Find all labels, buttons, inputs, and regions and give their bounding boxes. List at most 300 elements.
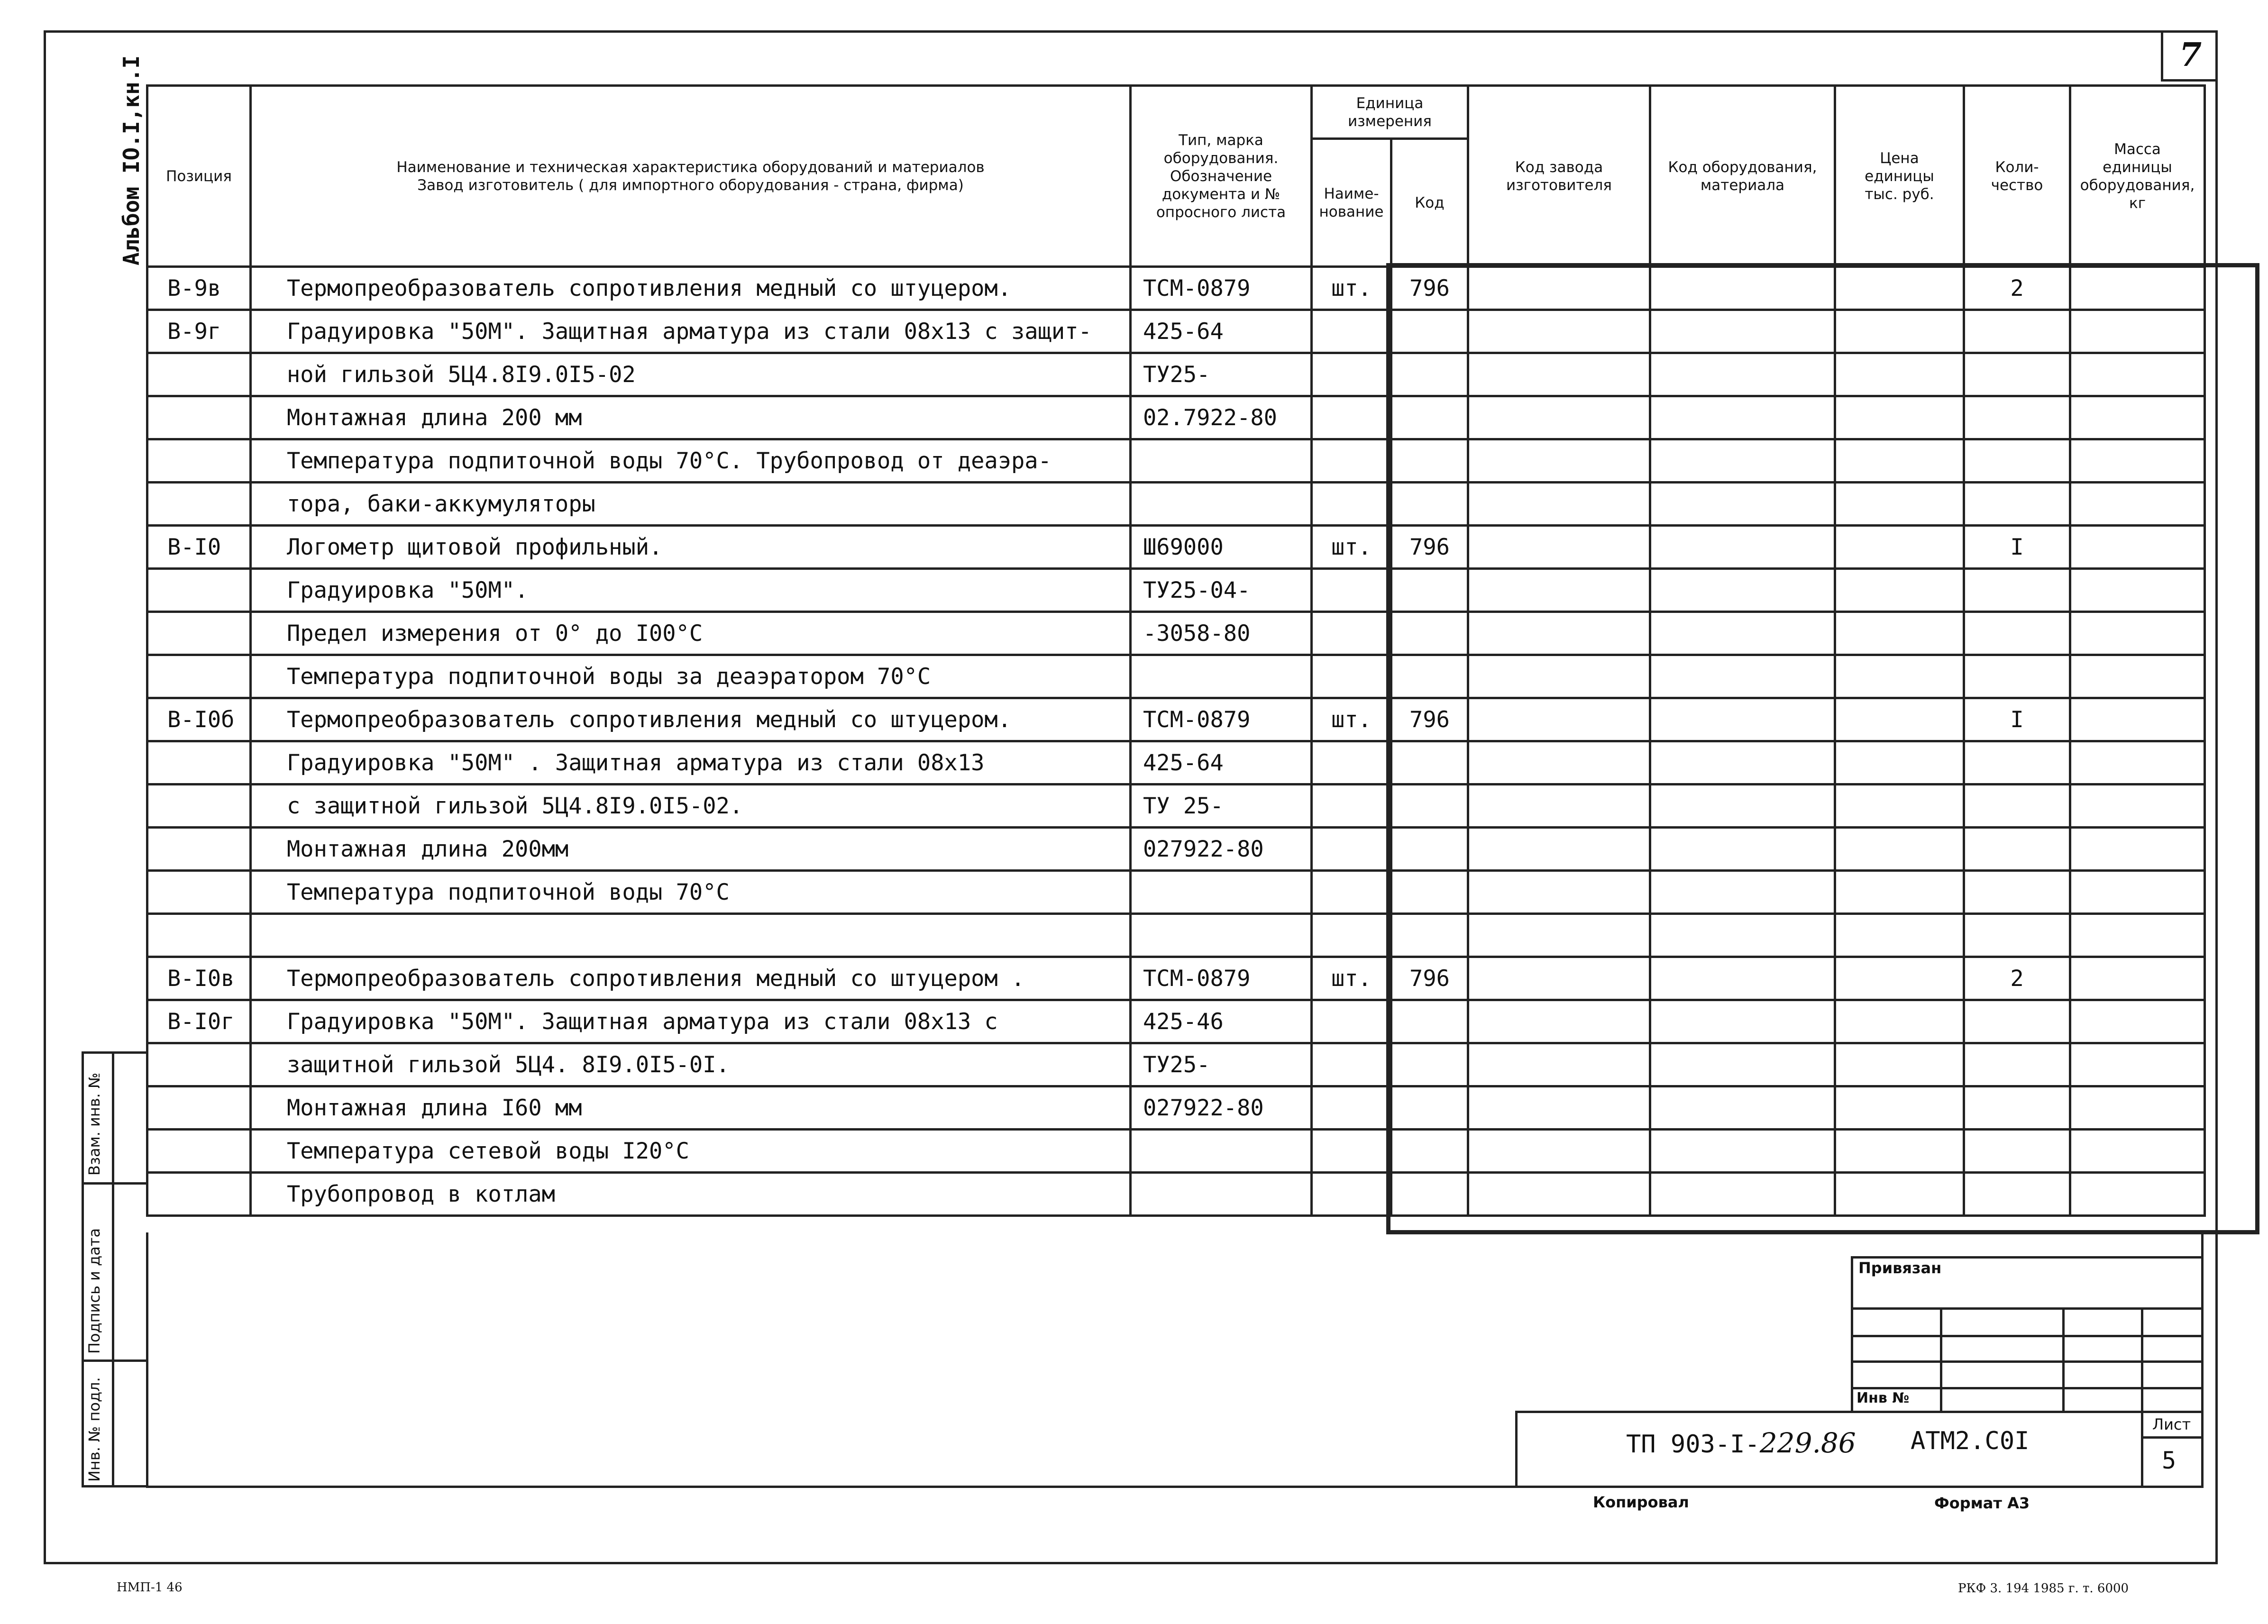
row-quantity [1964,1086,2070,1130]
row-name: Градуировка "50М" . Защитная арматура из стали 08х13 [251,741,1131,785]
binding-stamp-col [2062,1307,2065,1413]
row-price [1835,1173,1964,1216]
row-equipment-code [1650,1000,1835,1043]
row-equipment-code [1650,439,1835,483]
row-unit-code [1391,655,1468,698]
row-equipment-code [1650,483,1835,526]
row-quantity [1964,1173,2070,1216]
row-equipment-code [1650,569,1835,612]
row-price [1835,828,1964,871]
row-quantity [1964,483,2070,526]
row-name: Градуировка "50М". Защитная арматура из стали 08х13 с [251,1000,1131,1043]
row-position: В-I0в [147,957,251,1000]
row-unit-code [1391,439,1468,483]
table-row [147,914,2205,957]
row-mark [1131,439,1312,483]
row-mark: 425-46 [1131,1000,1312,1043]
col-header-name-line1: Наименование и техническая характеристика оборудований и материалов [396,158,985,176]
table-row [147,569,2205,612]
row-price [1835,1086,1964,1130]
row-unit-code [1391,569,1468,612]
row-price [1835,396,1964,439]
row-mark: 027922-80 [1131,1086,1312,1130]
footer-left-code: НМП-1 46 [117,1580,183,1595]
row-unit-name: шт. [1312,698,1391,741]
row-equipment-code [1650,828,1835,871]
row-unit-name [1312,1000,1391,1043]
row-position [147,353,251,396]
row-quantity [1964,439,2070,483]
row-mark: -3058-80 [1131,612,1312,655]
col-header-unit-group-line: измерения [1348,112,1432,130]
row-unit-code [1391,785,1468,828]
row-mass [2070,828,2205,871]
row-unit-code [1391,396,1468,439]
row-quantity [1964,1000,2070,1043]
row-unit-code [1391,1000,1468,1043]
row-factory-code [1468,1043,1650,1086]
row-factory-code [1468,785,1650,828]
row-equipment-code [1650,741,1835,785]
row-position [147,439,251,483]
row-mark: 02.7922-80 [1131,396,1312,439]
row-position [147,612,251,655]
row-name: Температура подпиточной воды 70°С. Трубопровод от деаэра- [251,439,1131,483]
row-mass [2070,1173,2205,1216]
col-header-price-line: единицы [1865,167,1934,185]
row-mark [1131,1130,1312,1173]
col-header-mass-line: Масса [2114,140,2161,158]
table-row [147,310,2205,353]
row-name: Монтажная длина 200мм [251,828,1131,871]
row-unit-code [1391,914,1468,957]
row-mass [2070,655,2205,698]
row-factory-code [1468,310,1650,353]
row-quantity [1964,914,2070,957]
row-unit-code [1391,612,1468,655]
format-label: Формат А3 [1934,1494,2030,1512]
specification-body [147,267,2205,1216]
side-strip-divider [112,1051,114,1487]
row-price [1835,957,1964,1000]
row-unit-name [1312,483,1391,526]
row-equipment-code [1650,698,1835,741]
row-factory-code [1468,828,1650,871]
row-position [147,569,251,612]
row-mark: ТУ25- [1131,353,1312,396]
binding-stamp-rule [1851,1387,2204,1389]
row-unit-code: 796 [1391,267,1468,310]
col-header-equipment-code [1650,86,1835,267]
col-header-mark-line: документа и № [1161,185,1280,203]
row-price [1835,1000,1964,1043]
row-mass [2070,698,2205,741]
row-mark: ТСМ-0879 [1131,267,1312,310]
col-header-unit-name [1312,139,1391,267]
row-unit-name [1312,612,1391,655]
row-mass [2070,439,2205,483]
row-unit-code [1391,828,1468,871]
row-unit-code [1391,310,1468,353]
table-row [147,1086,2205,1130]
table-row [147,267,2205,310]
specification-table [146,84,2206,1217]
row-name: Термопреобразователь сопротивления медный со штуцером . [251,957,1131,1000]
row-price [1835,569,1964,612]
row-unit-code: 796 [1391,698,1468,741]
row-unit-code: 796 [1391,526,1468,569]
row-name: Температура подпиточной воды за деаэратором 70°С [251,655,1131,698]
row-factory-code [1468,871,1650,914]
row-price [1835,871,1964,914]
row-unit-code [1391,871,1468,914]
row-equipment-code [1650,612,1835,655]
row-position [147,1086,251,1130]
side-label-sign-date: Подпись и дата [85,1228,103,1354]
row-mark: Ш69000 [1131,526,1312,569]
row-price [1835,741,1964,785]
row-unit-name [1312,1130,1391,1173]
row-position [147,914,251,957]
document-mark: АТМ2.С0I [1911,1427,2030,1455]
row-factory-code [1468,957,1650,1000]
row-mass [2070,483,2205,526]
row-quantity [1964,612,2070,655]
table-row [147,1173,2205,1216]
row-position: В-I0г [147,1000,251,1043]
row-mass [2070,612,2205,655]
row-mass [2070,353,2205,396]
row-unit-name [1312,1086,1391,1130]
table-row [147,1130,2205,1173]
row-equipment-code [1650,310,1835,353]
table-row [147,698,2205,741]
sheet-number: 5 [2162,1447,2177,1474]
row-unit-name [1312,353,1391,396]
row-position: В-9г [147,310,251,353]
row-position [147,828,251,871]
row-equipment-code [1650,1173,1835,1216]
col-header-quantity-line: Коли- [1995,158,2039,176]
row-equipment-code [1650,655,1835,698]
side-label-inv-replace: Взам. инв. № [85,1072,103,1176]
col-header-mark-line: Тип, марка [1179,131,1263,149]
row-mass [2070,1130,2205,1173]
row-factory-code [1468,741,1650,785]
row-price [1835,267,1964,310]
row-position [147,785,251,828]
row-quantity: 2 [1964,957,2070,1000]
row-quantity [1964,569,2070,612]
row-factory-code [1468,1130,1650,1173]
row-unit-name [1312,1043,1391,1086]
col-header-quantity-line: чество [1991,176,2043,194]
row-mark: ТУ 25- [1131,785,1312,828]
row-mass [2070,871,2205,914]
row-unit-code [1391,741,1468,785]
col-header-mass-line: оборудования, [2080,176,2195,194]
row-unit-name: шт. [1312,526,1391,569]
row-factory-code [1468,1173,1650,1216]
row-name: Градуировка "50М". [251,569,1131,612]
row-quantity [1964,785,2070,828]
row-mass [2070,1086,2205,1130]
row-name: Предел измерения от 0° до I00°С [251,612,1131,655]
document-code-handwritten: 229.86 [1759,1427,1856,1459]
row-price [1835,310,1964,353]
col-header-name-line2: Завод изготовитель ( для импортного оборудования - страна, фирма) [417,176,964,194]
table-row [147,871,2205,914]
row-factory-code [1468,267,1650,310]
row-name: Монтажная длина I60 мм [251,1086,1131,1130]
binding-stamp-label: Привязан [1858,1259,1942,1277]
col-header-mass-line: единицы [2103,158,2172,176]
row-equipment-code [1650,1086,1835,1130]
col-header-price [1835,86,1964,267]
row-equipment-code [1650,396,1835,439]
row-unit-code [1391,1173,1468,1216]
row-price [1835,1130,1964,1173]
row-position: В-I0б [147,698,251,741]
row-quantity [1964,741,2070,785]
col-header-position: Позиция [147,86,251,267]
row-position [147,655,251,698]
row-mark: ТУ25- [1131,1043,1312,1086]
row-quantity [1964,1130,2070,1173]
binding-stamp-col [2141,1307,2143,1413]
row-quantity [1964,396,2070,439]
row-unit-code [1391,1130,1468,1173]
row-mass [2070,741,2205,785]
table-row [147,1043,2205,1086]
col-header-price-line: Цена [1880,149,1919,167]
row-unit-code [1391,1086,1468,1130]
col-header-factory-code [1468,86,1650,267]
row-factory-code [1468,353,1650,396]
side-label-inv-orig: Инв. № подл. [85,1377,103,1482]
col-header-unit-group [1312,86,1468,139]
row-quantity [1964,828,2070,871]
col-header-mark-line: Обозначение [1170,167,1272,185]
row-name: защитной гильзой 5Ц4. 8I9.0I5-0I. [251,1043,1131,1086]
row-mark [1131,655,1312,698]
row-position [147,396,251,439]
row-mark [1131,483,1312,526]
footer-right-code: РКФ 3. 194 1985 г. т. 6000 [1958,1581,2129,1596]
row-quantity [1964,655,2070,698]
row-factory-code [1468,439,1650,483]
row-mark: 027922-80 [1131,828,1312,871]
row-name: Температура сетевой воды I20°С [251,1130,1131,1173]
drawing-left-line [146,1232,148,1488]
row-price [1835,914,1964,957]
row-position [147,741,251,785]
page-number: 7 [2161,31,2218,82]
col-header-mass-line: кг [2129,194,2146,212]
row-price [1835,655,1964,698]
table-row [147,396,2205,439]
row-equipment-code [1650,267,1835,310]
row-mark: ТСМ-0879 [1131,698,1312,741]
row-position: В-I0 [147,526,251,569]
sheet-box-left [2141,1411,2143,1488]
row-name: с защитной гильзой 5Ц4.8I9.0I5-02. [251,785,1131,828]
table-row [147,1000,2205,1043]
row-quantity [1964,310,2070,353]
table-row [147,439,2205,483]
col-header-mass [2070,86,2205,267]
row-mark [1131,871,1312,914]
row-position: В-9в [147,267,251,310]
row-quantity: I [1964,698,2070,741]
row-mass [2070,396,2205,439]
table-row [147,526,2205,569]
row-price [1835,612,1964,655]
row-mass [2070,1000,2205,1043]
row-unit-name [1312,741,1391,785]
row-unit-name [1312,828,1391,871]
col-header-unit-name-line: нование [1319,203,1384,220]
row-position [147,1043,251,1086]
row-unit-name [1312,655,1391,698]
col-header-equipment-code-line: материала [1700,176,1785,194]
row-name: Логометр щитовой профильный. [251,526,1131,569]
row-equipment-code [1650,785,1835,828]
row-mass [2070,914,2205,957]
row-mark: ТСМ-0879 [1131,957,1312,1000]
row-name: Термопреобразователь сопротивления медный со штуцером. [251,267,1131,310]
row-price [1835,526,1964,569]
row-position [147,483,251,526]
sheet-label: Лист [2152,1415,2191,1433]
row-unit-name [1312,871,1391,914]
row-quantity: 2 [1964,267,2070,310]
row-unit-name [1312,1173,1391,1216]
row-position [147,871,251,914]
row-unit-code [1391,483,1468,526]
row-unit-name: шт. [1312,267,1391,310]
row-price [1835,353,1964,396]
row-unit-name: шт. [1312,957,1391,1000]
row-position [147,1173,251,1216]
row-factory-code [1468,698,1650,741]
row-unit-name [1312,914,1391,957]
row-quantity [1964,1043,2070,1086]
row-mark: 425-64 [1131,310,1312,353]
row-equipment-code [1650,914,1835,957]
col-header-mark-line: оборудования. [1163,149,1279,167]
row-equipment-code [1650,957,1835,1000]
row-price [1835,439,1964,483]
col-header-factory-code-line: изготовителя [1506,176,1612,194]
binding-stamp-rule [1851,1360,2204,1363]
row-price [1835,785,1964,828]
col-header-unit-group-line: Единица [1356,94,1424,112]
document-code-block [1515,1411,2204,1488]
table-row [147,828,2205,871]
row-name: Термопреобразователь сопротивления медный со штуцером. [251,698,1131,741]
table-row [147,483,2205,526]
row-position [147,1130,251,1173]
binding-stamp-rule [1851,1307,2204,1310]
table-row [147,353,2205,396]
row-name: Трубопровод в котлам [251,1173,1131,1216]
row-name: ной гильзой 5Ц4.8I9.0I5-02 [251,353,1131,396]
col-header-mark-line: опросного листа [1156,203,1286,221]
row-mark [1131,914,1312,957]
album-label: Альбом IO.I,кн.I [119,55,144,265]
row-quantity: I [1964,526,2070,569]
row-mass [2070,785,2205,828]
col-header-price-line: тыс. руб. [1865,185,1934,203]
table-row [147,785,2205,828]
row-name: тора, баки-аккумуляторы [251,483,1131,526]
document-code [1626,1427,1856,1459]
row-unit-name [1312,310,1391,353]
row-mass [2070,1043,2205,1086]
row-factory-code [1468,526,1650,569]
col-header-factory-code-line: Код завода [1515,158,1603,176]
row-name: Монтажная длина 200 мм [251,396,1131,439]
row-equipment-code [1650,1130,1835,1173]
sheet-box-rule [2141,1436,2204,1439]
row-mark: 425-64 [1131,741,1312,785]
col-header-quantity [1964,86,2070,267]
row-factory-code [1468,569,1650,612]
row-mark [1131,1173,1312,1216]
row-unit-name [1312,396,1391,439]
col-header-unit-name-line: Наиме- [1324,185,1379,202]
table-row [147,741,2205,785]
row-quantity [1964,353,2070,396]
binding-stamp-col [1940,1307,1942,1413]
row-price [1835,483,1964,526]
row-name: Температура подпиточной воды 70°С [251,871,1131,914]
row-equipment-code [1650,353,1835,396]
row-factory-code [1468,914,1650,957]
inv-number-label: Инв № [1856,1390,1910,1406]
row-mass [2070,526,2205,569]
row-factory-code [1468,655,1650,698]
row-mass [2070,957,2205,1000]
row-unit-name [1312,785,1391,828]
table-row [147,957,2205,1000]
row-price [1835,698,1964,741]
col-header-mark [1131,86,1312,267]
row-equipment-code [1650,871,1835,914]
table-row [147,655,2205,698]
table-row [147,612,2205,655]
row-quantity [1964,871,2070,914]
row-factory-code [1468,1086,1650,1130]
binding-stamp-rule [1851,1335,2204,1337]
row-mark: ТУ25-04- [1131,569,1312,612]
col-header-unit-code: Код [1391,139,1468,267]
row-factory-code [1468,483,1650,526]
row-name [251,914,1131,957]
copied-label: Копировал [1593,1493,1689,1511]
row-equipment-code [1650,1043,1835,1086]
col-header-equipment-code-line: Код оборудования, [1668,158,1817,176]
row-name: Градуировка "50М". Защитная арматура из стали 08х13 с защит- [251,310,1131,353]
row-unit-code: 796 [1391,957,1468,1000]
row-mass [2070,267,2205,310]
row-mass [2070,569,2205,612]
row-unit-code [1391,353,1468,396]
row-unit-name [1312,569,1391,612]
row-mass [2070,310,2205,353]
row-price [1835,1043,1964,1086]
